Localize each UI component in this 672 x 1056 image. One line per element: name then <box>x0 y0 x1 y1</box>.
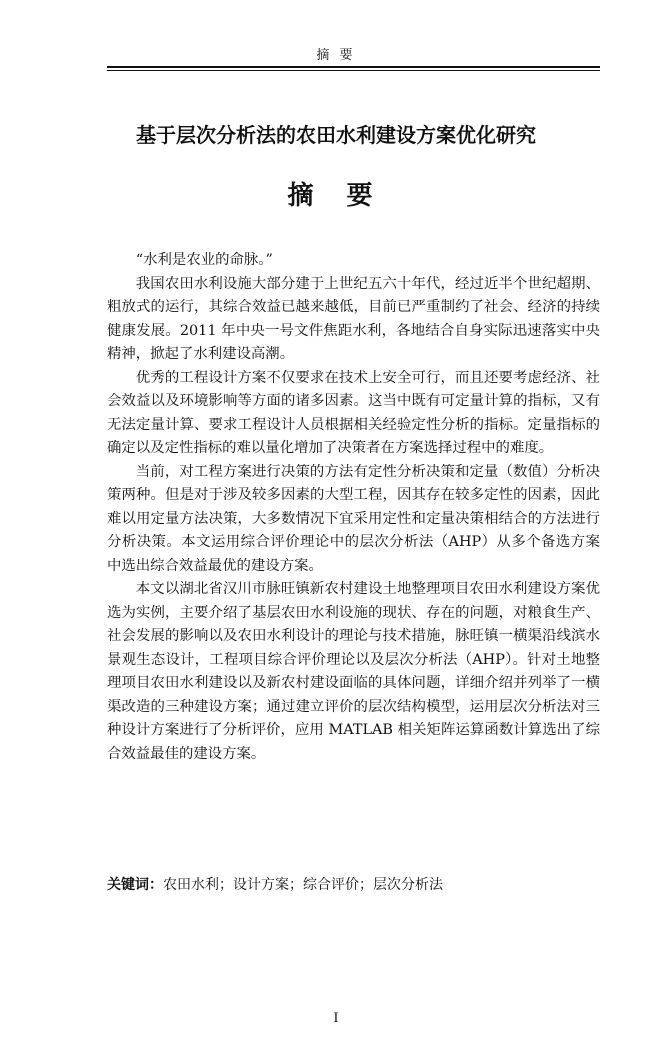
abstract-paragraph: 当前，对工程方案进行决策的方法有定性分析决策和定量（数值）分析决策两种。但是对于涉及较多因素的大型工程，因其存在较多定性的因素，因此难以用定量方法决策，大多数情况下宜采用定性和定量决策相结合的方法进行分析决策。本文运用综合评价理论中的层次分析法（AHP）从多个备选方案中选出综合效益最优的建设方案。 <box>107 463 600 574</box>
running-header: 摘 要 <box>316 48 356 63</box>
keywords <box>107 874 600 896</box>
abstract-body <box>107 249 600 766</box>
abstract-paragraph: 优秀的工程设计方案不仅要求在技术上安全可行，而且还要考虑经济、社会效益以及环境影响等方面的诸多因素。这当中既有可定量计算的指标，又有无法定量计算、要求工程设计人员根据相关经验定性分析的指标。定量指标的确定以及定性指标的难以量化增加了决策者在方案选择过程中的难度。 <box>107 369 600 456</box>
header-rule <box>107 66 600 68</box>
abstract-paragraph: “水利是农业的命脉。” <box>135 252 273 268</box>
abstract-paragraph: 我国农田水利设施大部分建于上世纪五六十年代，经过近半个世纪超期、粗放式的运行，其综合效益已越来越低，目前已严重制约了社会、经济的持续健康发展。2011 年中央一号文件焦距水利，各地结合自身实际迅速落实中央精神，掀起了水利建设高潮。 <box>107 275 600 362</box>
abstract-heading: 摘 要 <box>287 181 385 211</box>
keywords-text: 农田水利；设计方案；综合评价；层次分析法 <box>163 877 443 893</box>
header-rule-thin <box>107 70 600 71</box>
keywords-label: 关键词： <box>107 877 163 893</box>
page-number: I <box>333 1011 339 1026</box>
abstract-paragraph: 本文以湖北省汉川市脉旺镇新农村建设土地整理项目农田水利建设方案优选为实例，主要介绍了基层农田水利设施的现状、存在的问题，对粮食生产、社会发展的影响以及农田水利设计的理论与技术措施，脉旺镇一横渠沿线滨水景观生态设计，工程项目综合评价理论以及层次分析法（AHP）。针对土地整理项目农田水利建设以及新农村建设面临的具体问题，详细介绍并列举了一横渠改造的三种建设方案；通过建立评价的层次结构模型，运用层次分析法对三种设计方案进行了分析评价，应用 MATLAB 相关矩阵运算函数计算选出了综合效益最佳的建设方案。 <box>107 581 600 762</box>
thesis-title: 基于层次分析法的农田水利建设方案优化研究 <box>136 123 536 147</box>
